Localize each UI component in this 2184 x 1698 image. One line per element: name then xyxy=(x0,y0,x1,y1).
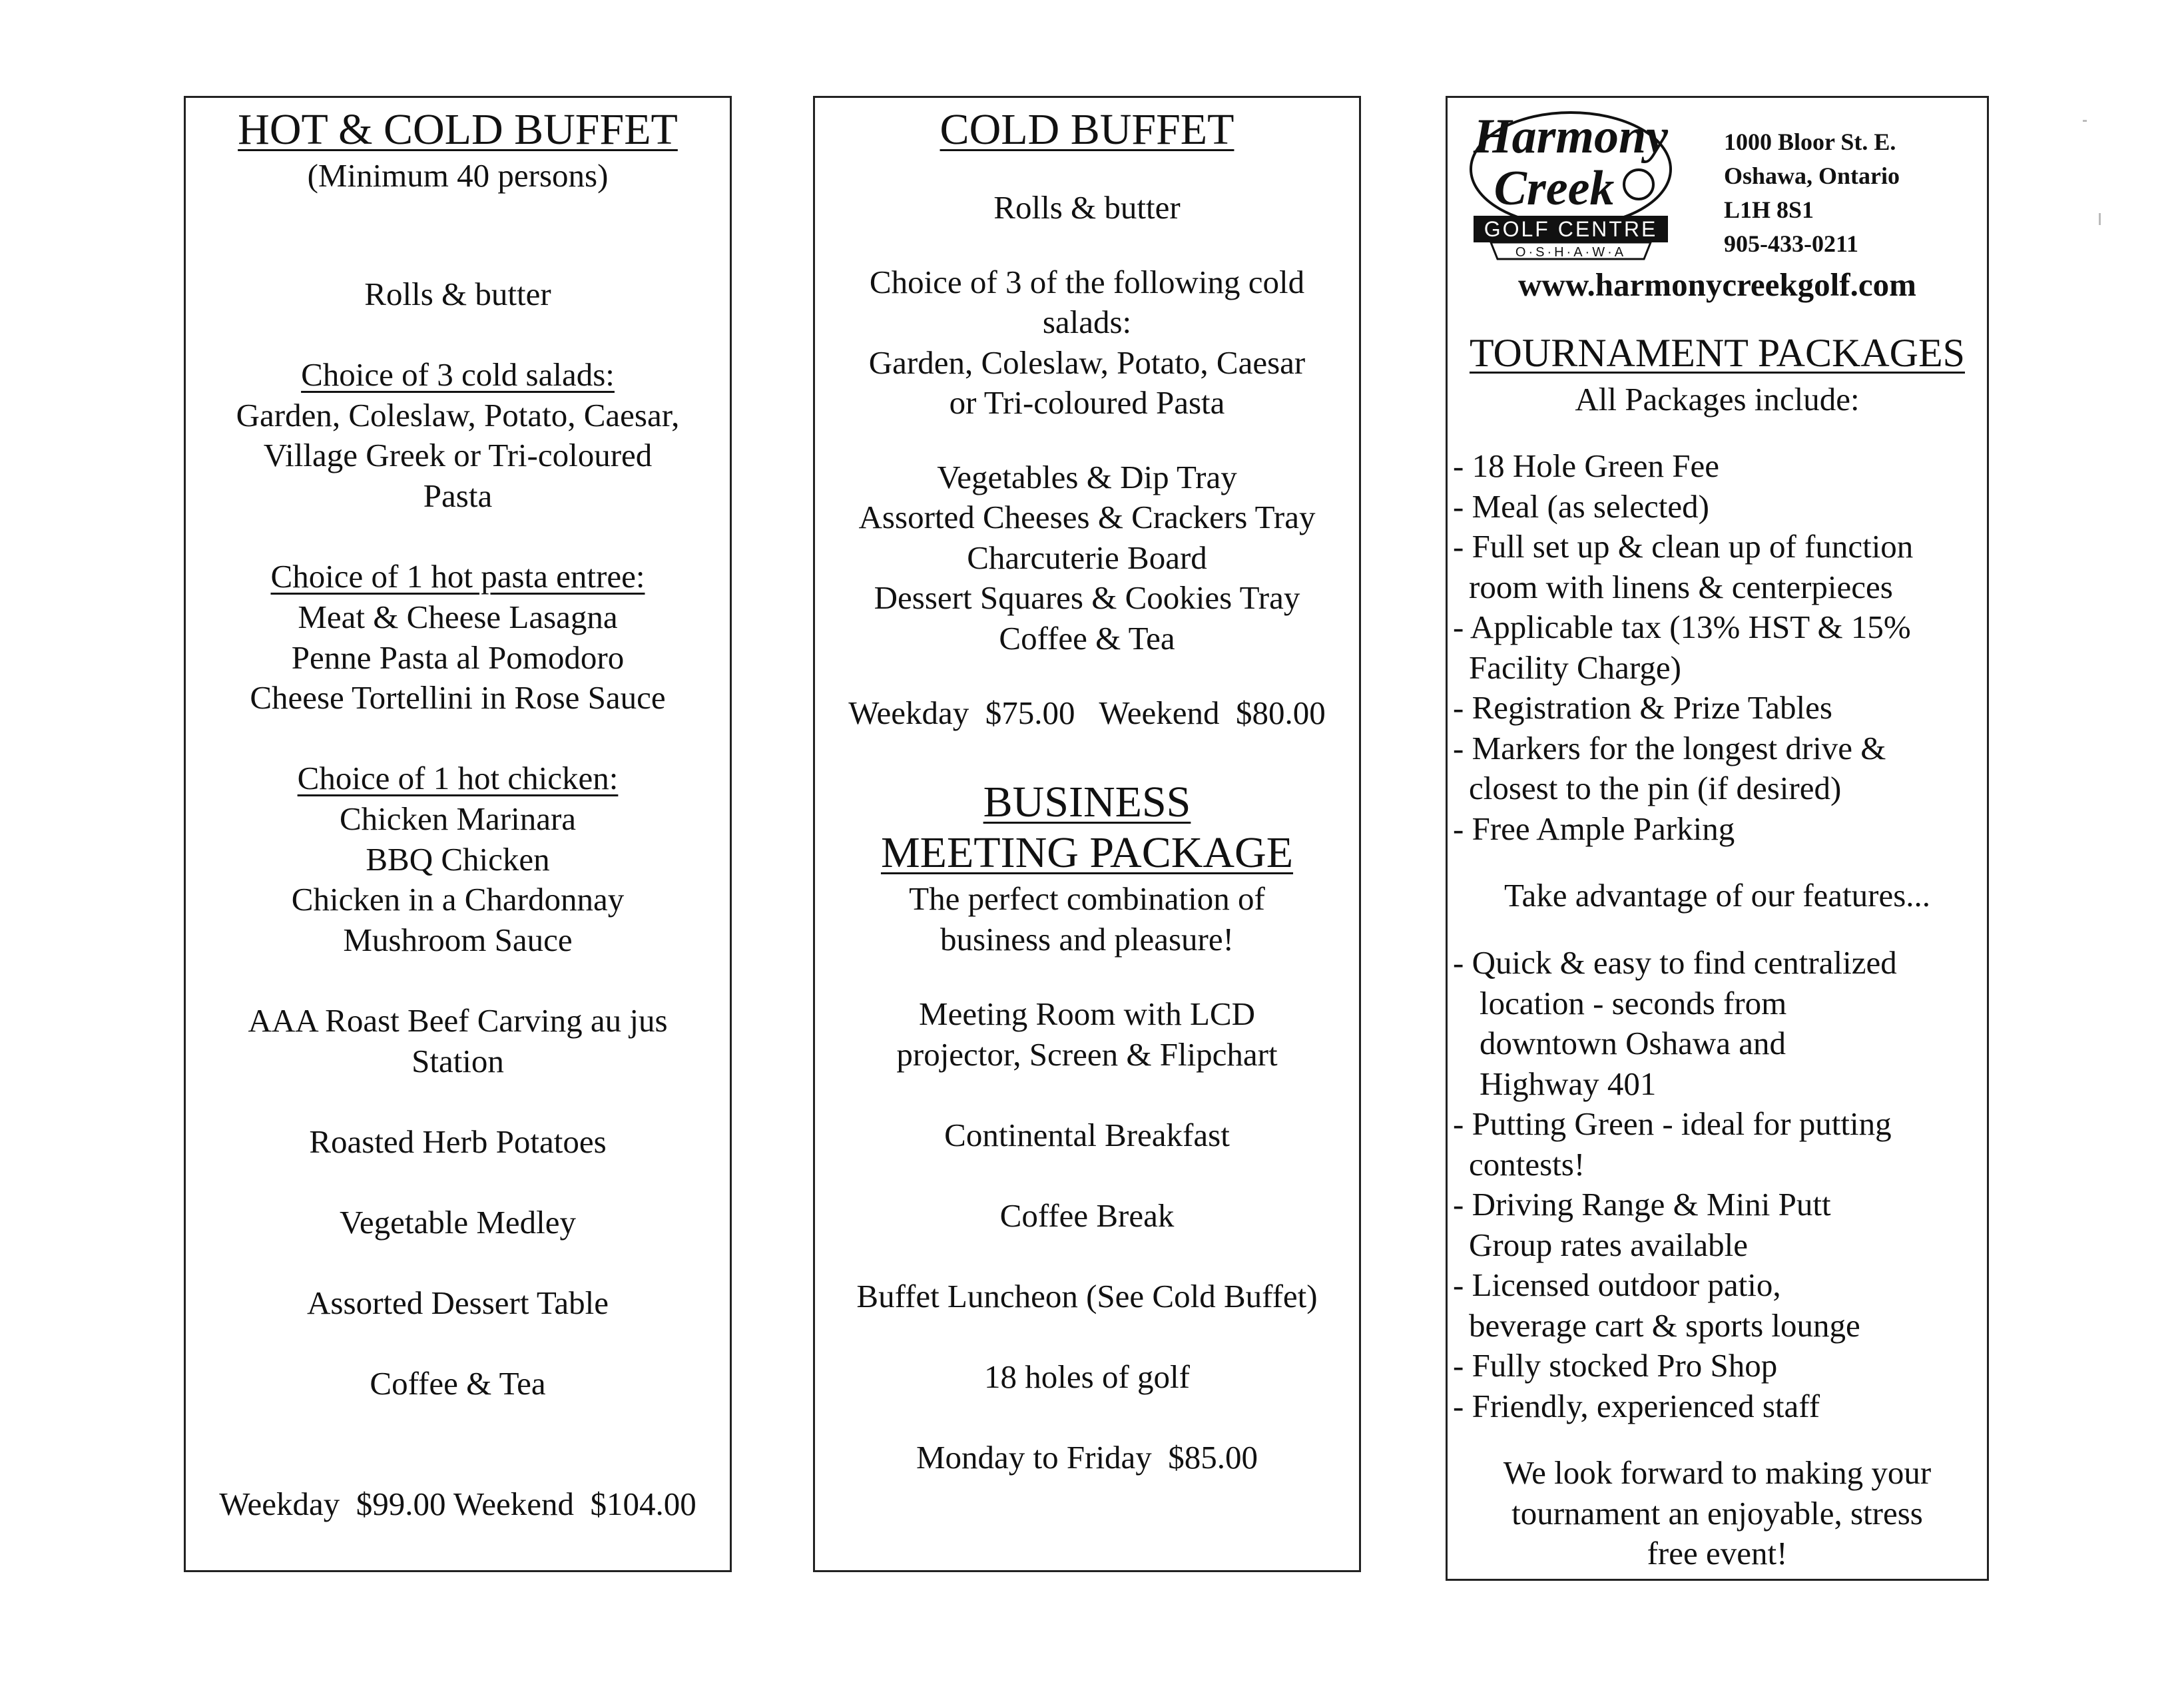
feature-item: - Driving Range & Mini Putt xyxy=(1453,1186,1831,1223)
website-link[interactable]: www.harmonycreekgolf.com xyxy=(1518,266,1916,303)
cold-salads-line: Garden, Coleslaw, Potato, Caesar xyxy=(868,344,1306,381)
features-intro: Take advantage of our features... xyxy=(1503,877,1931,914)
rolls-butter: Rolls & butter xyxy=(364,276,551,312)
pasta-heading: Choice of 1 hot pasta entree: xyxy=(270,558,645,595)
address-line: Oshawa, Ontario xyxy=(1724,162,1900,189)
coffee-break: Coffee Break xyxy=(999,1197,1175,1234)
include-item-cont: Facility Charge) xyxy=(1469,649,1681,686)
feature-item: - Quick & easy to find centralized xyxy=(1453,944,1897,981)
feature-item: - Licensed outdoor patio, xyxy=(1453,1267,1781,1303)
cold-salads-line: Choice of 3 of the following cold xyxy=(869,264,1305,300)
tournament-title: TOURNAMENT PACKAGES xyxy=(1469,331,1966,375)
include-item: - Full set up & clean up of function xyxy=(1453,528,1914,565)
meeting-room-line: projector, Screen & Flipchart xyxy=(896,1036,1278,1073)
tray-line: Vegetables & Dip Tray xyxy=(937,459,1237,495)
closing-line: We look forward to making your xyxy=(1503,1454,1932,1491)
buffet-luncheon: Buffet Luncheon (See Cold Buffet) xyxy=(856,1278,1318,1314)
pasta-line: Meat & Cheese Lasagna xyxy=(298,599,618,635)
business-price: Monday to Friday $85.00 xyxy=(916,1439,1258,1476)
chicken-line: Chicken Marinara xyxy=(339,800,577,837)
scan-mark xyxy=(2099,213,2101,225)
hot-cold-price: Weekday $99.00 Weekend $104.00 xyxy=(219,1486,696,1522)
tray-line: Dessert Squares & Cookies Tray xyxy=(874,579,1300,616)
vegetable-medley: Vegetable Medley xyxy=(339,1204,577,1241)
chicken-line: Mushroom Sauce xyxy=(343,922,573,958)
feature-item-cont: beverage cart & sports lounge xyxy=(1469,1307,1860,1344)
cold-salads-line: salads: xyxy=(1042,304,1132,340)
cold-rolls: Rolls & butter xyxy=(993,189,1181,226)
scan-mark xyxy=(2083,120,2087,122)
salads-heading: Choice of 3 cold salads: xyxy=(301,356,615,393)
address-line: 1000 Bloor St. E. xyxy=(1724,129,1896,155)
business-title: BUSINESS xyxy=(983,778,1191,826)
include-item: - Markers for the longest drive & xyxy=(1453,730,1886,766)
include-item-cont: closest to the pin (if desired) xyxy=(1469,770,1842,806)
salads-line: Village Greek or Tri-coloured xyxy=(263,437,653,473)
hot-cold-title: HOT & COLD BUFFET xyxy=(238,105,678,154)
feature-item-cont: Group rates available xyxy=(1469,1227,1749,1263)
tray-line: Assorted Cheeses & Crackers Tray xyxy=(858,499,1316,535)
pasta-line: Penne Pasta al Pomodoro xyxy=(291,639,625,676)
holes-of-golf: 18 holes of golf xyxy=(984,1358,1190,1395)
feature-item: - Friendly, experienced staff xyxy=(1453,1388,1820,1424)
svg-text:GOLF CENTRE: GOLF CENTRE xyxy=(1484,217,1658,241)
svg-text:Harmony: Harmony xyxy=(1474,109,1668,164)
business-tagline: The perfect combination of xyxy=(909,880,1265,917)
cold-price: Weekday $75.00 Weekend $80.00 xyxy=(848,695,1326,731)
dessert-table: Assorted Dessert Table xyxy=(307,1284,609,1321)
include-item: - Free Ample Parking xyxy=(1453,810,1735,847)
chicken-heading: Choice of 1 hot chicken: xyxy=(297,760,619,796)
phone-number: 905-433-0211 xyxy=(1724,230,1858,257)
closing-line: free event! xyxy=(1647,1535,1788,1571)
chicken-line: Chicken in a Chardonnay xyxy=(291,881,625,918)
feature-item: - Putting Green - ideal for putting xyxy=(1453,1105,1892,1142)
coffee-tea: Coffee & Tea xyxy=(370,1365,546,1402)
feature-item: - Fully stocked Pro Shop xyxy=(1453,1347,1778,1384)
chicken-line: BBQ Chicken xyxy=(366,841,550,878)
include-item: - Applicable tax (13% HST & 15% xyxy=(1453,609,1911,645)
business-title: MEETING PACKAGE xyxy=(880,828,1294,877)
cold-title: COLD BUFFET xyxy=(940,105,1234,154)
tray-line: Coffee & Tea xyxy=(999,620,1175,657)
hot-cold-buffet-panel xyxy=(184,96,732,1572)
cold-buffet-panel xyxy=(813,96,1361,1572)
salads-line: Garden, Coleslaw, Potato, Caesar, xyxy=(236,397,680,433)
minimum-note: (Minimum 40 persons) xyxy=(307,157,609,194)
svg-text:Creek: Creek xyxy=(1494,161,1615,216)
include-item: - Meal (as selected) xyxy=(1453,488,1709,525)
feature-item-cont: Highway 401 xyxy=(1480,1065,1657,1102)
tray-line: Charcuterie Board xyxy=(967,539,1207,576)
feature-item-cont: contests! xyxy=(1469,1146,1585,1183)
svg-text:O·S·H·A·W·A: O·S·H·A·W·A xyxy=(1515,245,1627,260)
feature-item-cont: location - seconds from xyxy=(1480,985,1787,1021)
harmony-creek-logo xyxy=(1464,106,1677,266)
business-tagline: business and pleasure! xyxy=(940,921,1234,958)
meeting-room-line: Meeting Room with LCD xyxy=(919,995,1255,1032)
continental-breakfast: Continental Breakfast xyxy=(944,1117,1230,1153)
tournament-subtitle: All Packages include: xyxy=(1575,381,1860,418)
include-item: - 18 Hole Green Fee xyxy=(1453,447,1720,484)
include-item-cont: room with linens & centerpieces xyxy=(1469,569,1893,605)
potatoes: Roasted Herb Potatoes xyxy=(309,1123,607,1160)
include-item: - Registration & Prize Tables xyxy=(1453,689,1832,726)
tournament-panel xyxy=(1446,96,1989,1581)
closing-line: tournament an enjoyable, stress xyxy=(1511,1495,1923,1532)
roast-beef-line: Station xyxy=(411,1043,504,1079)
salads-line: Pasta xyxy=(423,477,493,514)
cold-salads-line: or Tri-coloured Pasta xyxy=(949,384,1225,421)
address-line: L1H 8S1 xyxy=(1724,196,1814,223)
pasta-line: Cheese Tortellini in Rose Sauce xyxy=(250,679,666,716)
roast-beef-line: AAA Roast Beef Carving au jus xyxy=(248,1002,668,1039)
feature-item-cont: downtown Oshawa and xyxy=(1480,1025,1786,1061)
